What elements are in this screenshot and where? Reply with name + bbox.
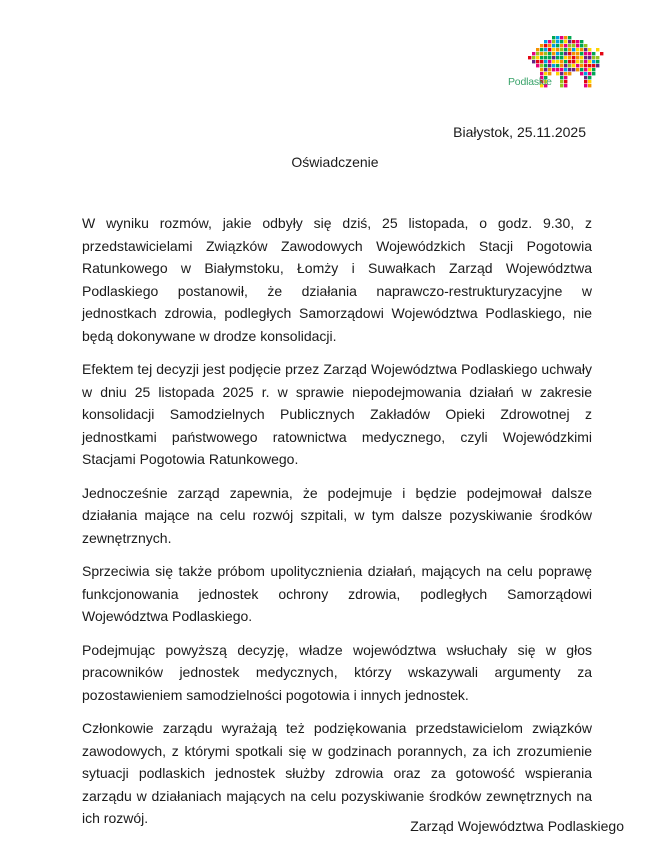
logo-text: Podlaskie <box>508 76 552 88</box>
signature: Zarząd Województwa Podlaskiego <box>410 818 624 834</box>
paragraph-6: Członkowie zarządu wyrażają też podziękowania przedstawicielom związków zawodowych, z którymi spotkali się w godzinach porannych, za ich zrozumienie sytuacji podlaskich jednostek służby zdrowia oraz za gotowość wspierania zarządu w działaniach mających na celu pozyskiwanie środków zewnętrznych na ich rozwój. <box>82 720 592 826</box>
paragraph-3: Jednocześnie zarząd zapewnia, że podejmuje i będzie podejmował dalsze działania mające na celu rozwój szpitali, w tym dalsze pozyskiwanie środków zewnętrznych. <box>82 484 592 546</box>
paragraph-1: W wyniku rozmów, jakie odbyły się dziś, 25 listopada, o godz. 9.30, z przedstawicielami Związków Zawodowych Wojewódzkich Stacji Pogotowia Ratunkowego w Białymstoku, Łomży i Suwałkach Zarząd Województwa Podlaskiego postanowił, że działania naprawczo-restrukturyzacyjne w jednostkach zdrowia, podległych Samorządowi Województwa Podlaskiego, nie będą dokonywane w drodze konsolidacji. <box>82 215 592 344</box>
podlaskie-logo <box>508 36 608 88</box>
paragraph-5: Podejmując powyższą decyzję, władze województwa wsłuchały się w głos pracowników jednostek medycznych, którzy wskazywali argumenty za pozostawieniem samodzielności pogotowia i innych jednostek. <box>82 641 592 703</box>
date-line: Białystok, 25.11.2025 <box>453 124 586 140</box>
paragraph-4: Sprzeciwia się także próbom upolitycznienia działań, mających na celu poprawę funkcjonowania jednostek ochrony zdrowia, podległych Samorządowi Województwa Podlaskiego. <box>82 563 592 624</box>
document-title: Oświadczenie <box>291 154 379 170</box>
document-body <box>82 212 592 841</box>
paragraph-2: Efektem tej decyzji jest podjęcie przez Zarząd Województwa Podlaskiego uchwały w dniu 25 listopada 2025 r. w sprawie niepodejmowania działań w zakresie konsolidacji Samodzielnych Publicznych Zakładów Opieki Zdrowotnej z jednostkami państwowego ratownictwa medycznego, czyli Wojewódzkimi Stacjami Pogotowia Ratunkowego. <box>82 361 592 467</box>
